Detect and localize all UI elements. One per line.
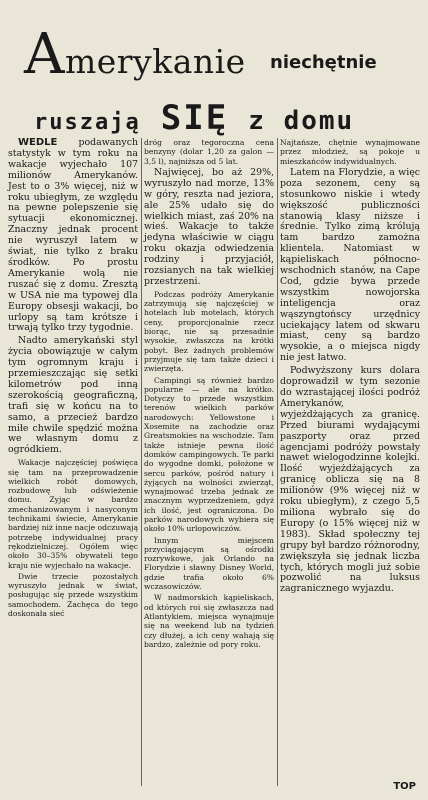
paragraph-text: dróg oraz tegoroczna cena benzyny (dolar 1,20 za galon — 3,5 l), najniższa od 5 lat. xyxy=(144,138,274,166)
paragraph xyxy=(280,168,420,364)
headline-line-2 xyxy=(34,98,354,138)
paragraph-text: Podwyższony kurs dolara doprowadził w tym sezonie do wzrastającej ilości podróż Amerykanów, wyjeżdżających za granicę. Przed biurami wydającymi paszporty oraz przed agencjami podróży powstały nawet wielogodzinne kolejki. Ilość wyjeżdżających za granicę oblicza się na 8 milionów (9% więcej niż w roku ubiegłym), z czego 5,5 miliona wybrało się do Europy (o 15% więcej niż w 1983). Skład społeczny tej grupy był bardzo różnorodny, zwiększyła się jednak liczba tych, których mogli już sobie pozwolić na luksus zagranicznego wyjazdu. xyxy=(280,365,420,595)
author-signature: TOP xyxy=(393,781,416,792)
paragraph xyxy=(144,168,274,288)
paragraph xyxy=(144,138,274,166)
headline-initial: A xyxy=(24,22,65,87)
paragraph xyxy=(144,593,274,649)
paragraph-text: Wakacje najczęściej poświęca się tam na przeprowadzenie wielkich robót domowych, rozbudowę lub odświeżenie domu. Zyjąc w bardzo zmechanizowanym i nasyconym technikami świecie, Amerykanie bardziej niż inne nacje odczuwają potrzebę indywidualnej pracy rękodzielniczej. Ogółem więc około 30–35% obywateli tego kraju nie wyjechało na wakacje. xyxy=(8,458,138,570)
headline-line-1 xyxy=(24,22,246,87)
paragraph-text: Latem na Florydzie, a więc poza sezonem, ceny są stosunkowo niskie i wtedy większość publiczności stanowią klasy niższe i średnie. Tylko zimą królują tam bardzo zamożna klientela. Natomiast w kąpieliskach północno-wschodnich stanów, na Cape Cod, gdzie bywa przede wszystkim nowojorska inteligencja oraz wąszyngtońscy urzędnicy uciekający latem od skwaru miast, ceny są bardzo wysokie, a o miejsca nigdy nie jest łatwo. xyxy=(280,166,420,364)
paragraph-text: Campingi są również bardzo popularne — ale na krótko. Dotyczy to przede wszystkim terenów wielkich parków narodowych: Yellowstone i Xosemite na zachodzie oraz Greatsmokies na wschodzie. Tam także istnieje pewna ilość domków campingowych. Te parki do wygodne domki, położone w sercu parków, pośród natury i żyjących na wolności zwierząt, wynajmować trzeba jednak ze znacznym wyprzedzeniem, gdyż ich ilość, jest ograniczona. Do parków narodowych wybiera się około 10% urlopowiczów. xyxy=(144,375,274,534)
paragraph xyxy=(8,336,138,456)
headline-word-americans: merykanie xyxy=(64,42,246,81)
paragraph-text: podawanych statystyk w tym roku na wakacje wyjechało 107 milionów Amerykanów. Jest to o 3% więcej, niż w roku ubiegłym, ze względu na pewne polepszenie się sytuacji ekonomicznej. Znaczny jednak procent nie wyruszył latem w świat, nie tylko z braku środków. Po prostu Amerykanie wolą nie ruszać się z domu. Zresztą w USA nie ma typowej dla Europy obsesji wakacji, bo urlopy są tam krótsze i trwają tylko trzy tygodnie. xyxy=(8,137,138,334)
paragraph-text: Najwięcej, bo aż 29%, wyruszyło nad morze, 13% w góry, reszta nad jeziora, ale 25% udało się do wielkich miast, zaś 20% na wieś. Wakacje to także jedyna właściwie w ciągu roku okazja odwiedzenia rodziny i przyjaciół, rozsianych na tak wielkiej przestrzeni. xyxy=(144,166,274,287)
column-divider xyxy=(277,138,278,786)
article-column-1 xyxy=(8,138,138,620)
paragraph xyxy=(144,376,274,534)
paragraph-text: Dwie trzecie pozostałych wyruszyło jednak w świat, posługując się przede wszystkim samochodem. Zachęca do tego doskonała sieć xyxy=(8,571,138,619)
paragraph xyxy=(144,536,274,592)
headline-word-move: ruszają xyxy=(34,110,141,135)
paragraph xyxy=(8,458,138,570)
article-column-3 xyxy=(280,138,420,597)
column-divider xyxy=(141,138,142,786)
paragraph xyxy=(280,138,420,166)
headline-word-sie: SIĘ xyxy=(160,98,229,138)
paragraph-text: Podczas podróży Amerykanie zatrzymują się najczęściej w hotelach lub motelach, których ceny, proporcjonalnie rzecz biorąc, nie są przesadnie wysokie, zwłaszcza na krótki pobyt. Bez żadnych problemów przyjmuje się tam także dzieci i zwierzęta. xyxy=(144,289,274,374)
paragraph-text: Innym miejscem przyciągającym są ośrodki rozrywkowe, jak Orlando na Florydzie i sławny Disney World, gdzie trafia około 6% wczasowiczów. xyxy=(144,535,274,592)
paragraph xyxy=(8,572,138,618)
article-column-2 xyxy=(144,138,274,651)
paragraph xyxy=(144,290,274,374)
lead-word: WEDLE xyxy=(18,137,58,148)
paragraph xyxy=(280,366,420,595)
paragraph-text: Najtańsze, chętnie wynajmowane przez młodzież, są pokoje u mieszkańców indywidualnych. xyxy=(280,138,420,166)
paragraph-text: Nadto amerykański styl życia obowiązuje w całym tym ogromnym kraju i przemieszczając się setki kilometrów pod inną szerokością geograficzną, trafi się w końcu na to samo, a przecież bardzo miłe chwile spędzić można we własnym domu z ogródkiem. xyxy=(8,335,138,456)
paragraph xyxy=(8,138,138,334)
headline-word-reluctantly: niechętnie xyxy=(270,52,377,73)
headline-word-from-home: z domu xyxy=(248,106,355,136)
paragraph-text: W nadmorskich kąpieliskach, od których roi się zwłaszcza nad Atlantykiem, miejsca wynajmuje się na weekend lub na tydzień czy dłużej, a ich ceny wahają się bardzo, zależnie od pory roku. xyxy=(144,593,274,649)
